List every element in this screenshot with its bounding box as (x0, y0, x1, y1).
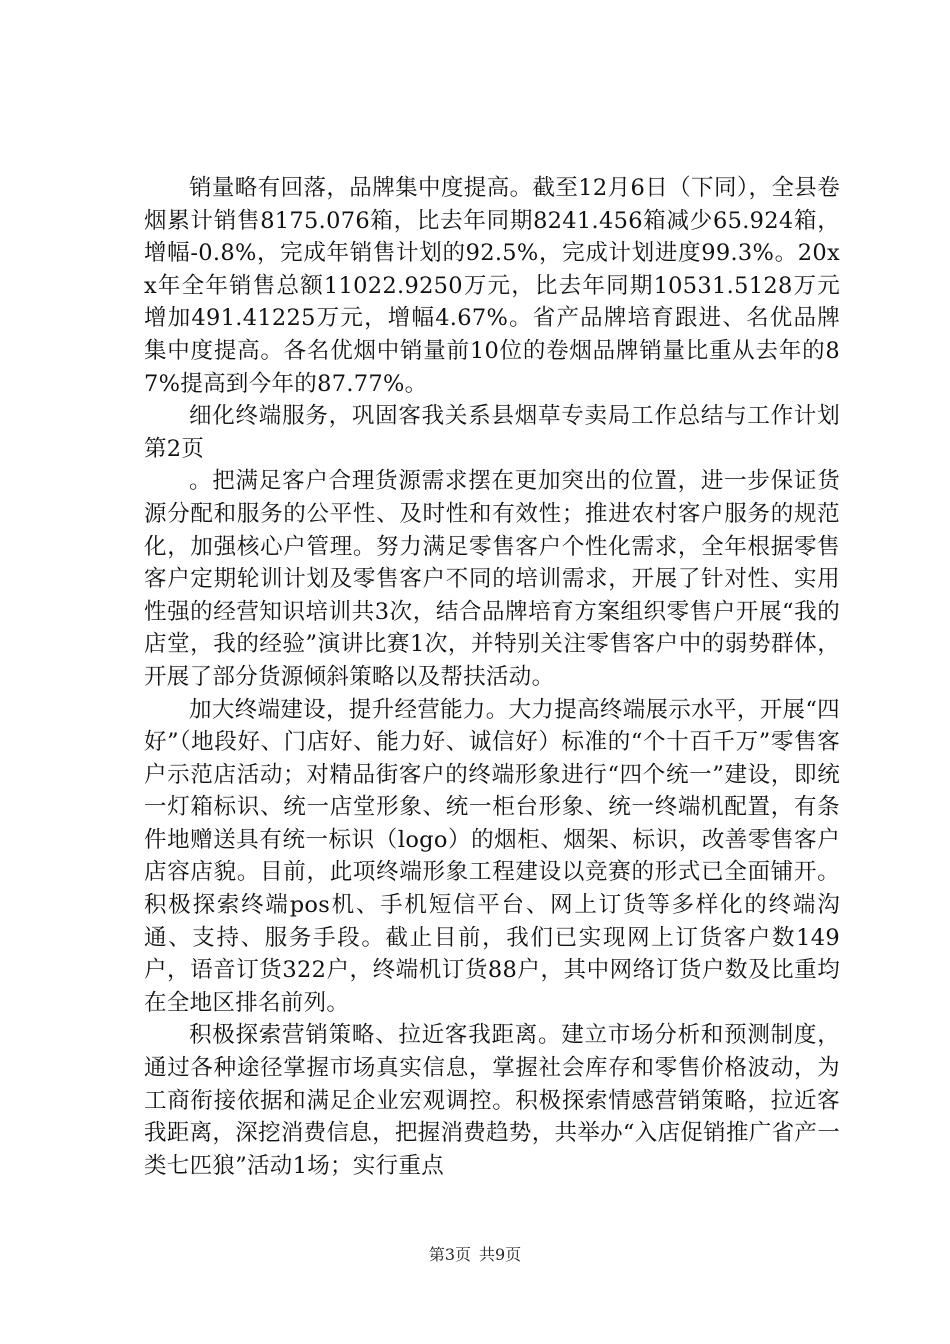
page-total: 共9页 (479, 1245, 522, 1264)
paragraph-customer-demand: 。把满足客户合理货源需求摆在更加突出的位置，进一步保证货源分配和服务的公平性、及时性和有效性；推进农村客户服务的规范化，加强核心户管理。努力满足零售客户个性化需求，全年根据零售客户定期轮训计划及零售客户不同的培训需求，开展了针对性、实用性强的经营知识培训共3次，结合品牌培育方案组织零售户开展“我的店堂，我的经验”演讲比赛1次，并特别关注零售客户中的弱势群体，开展了部分货源倾斜策略以及帮扶活动。 (144, 468, 840, 690)
paragraph-sales: 销量略有回落，品牌集中度提高。截至12月6日（下同），全县卷烟累计销售8175.076箱，比去年同期8241.456箱减少65.924箱，增幅-0.8%，完成年销售计划的92.5%，完成计划进度99.3%。20xx年全年销售总额11022.9250万元，比去年同期10531.5128万元增加491.41225万元，增幅4.67%。省产品牌培育跟进、名优品牌集中度提高。各名优烟中销量前10位的卷烟品牌销量比重从去年的87%提高到今年的87.77%。 (144, 175, 840, 397)
paragraph-terminal-service-heading: 细化终端服务，巩固客我关系县烟草专卖局工作总结与工作计划第2页 (144, 403, 840, 462)
paragraph-terminal-construction: 加大终端建设，提升经营能力。大力提高终端展示水平，开展“四好”（地段好、门店好、能力好、诚信好）标准的“个十百千万”零售客户示范店活动；对精品街客户的终端形象进行“四个统一”建设，即统一灯箱标识、统一店堂形象、统一柜台形象、统一终端机配置，有条件地赠送具有统一标识（logo）的烟柜、烟架、标识，改善零售客户店容店貌。目前，此项终端形象工程建设以竞赛的形式已全面铺开。积极探索终端pos机、手机短信平台、网上订货等多样化的终端沟通、支持、服务手段。截止目前，我们已实现网上订货客户数149户，语音订货322户，终端机订货88户，其中网络订货户数及比重均在全地区排名前列。 (144, 696, 840, 1016)
page-number: 第3页 (428, 1245, 471, 1264)
page-footer (0, 1244, 950, 1266)
document-body (144, 172, 840, 1182)
paragraph-marketing-strategy: 积极探索营销策略、拉近客我距离。建立市场分析和预测制度，通过各种途径掌握市场真实信息，掌握社会库存和零售价格波动，为工商衔接依据和满足企业宏观调控。积极探索情感营销策略，拉近客我距离，深挖消费信息，把握消费趋势，共举办“入店促销推广省产一类七匹狼”活动1场；实行重点 (144, 1022, 840, 1179)
